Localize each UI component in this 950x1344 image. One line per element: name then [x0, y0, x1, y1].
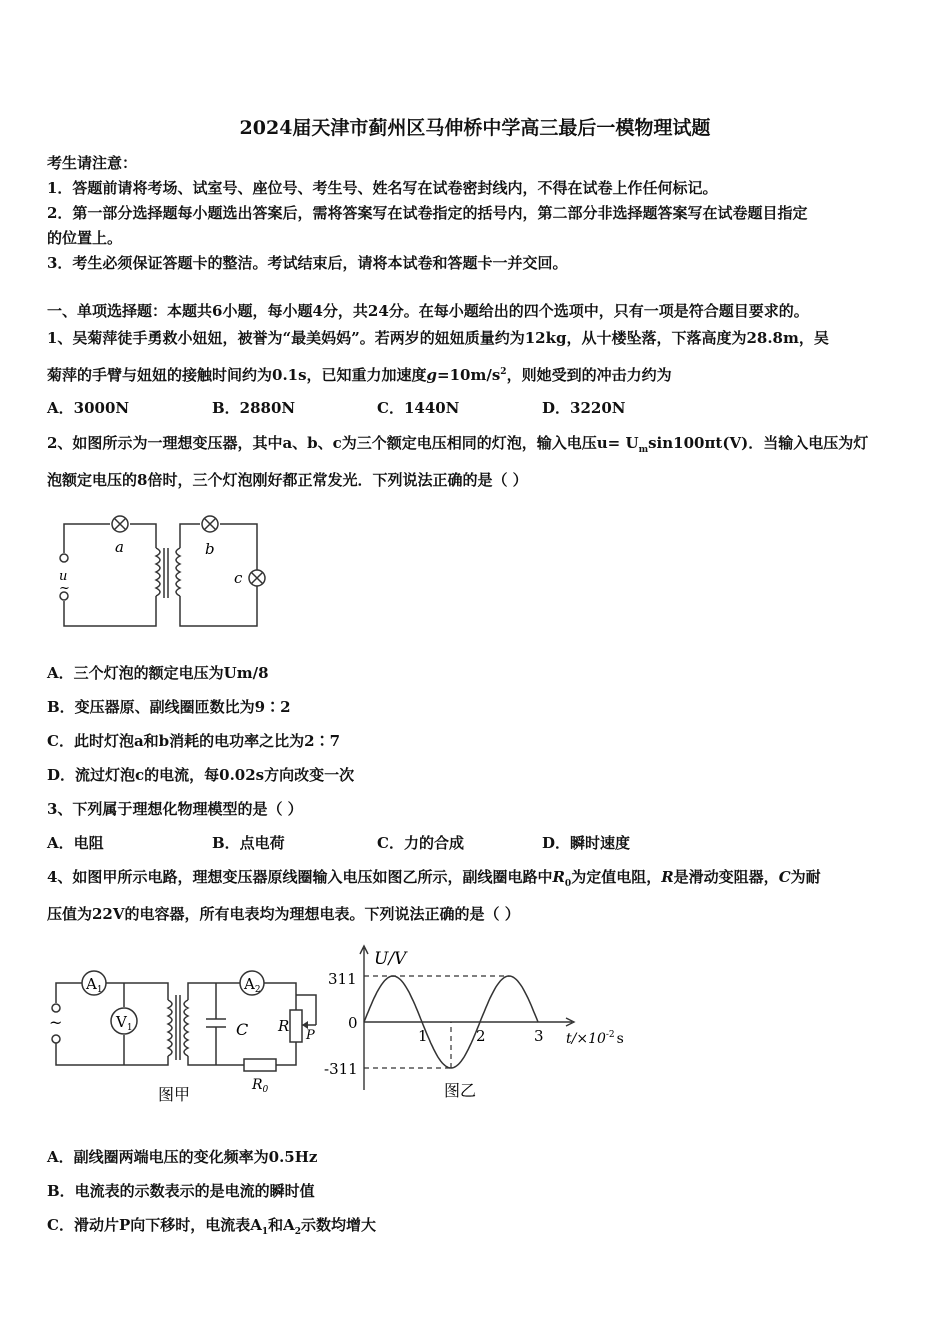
slider-p-label: P — [306, 1028, 315, 1043]
q1-option-c: C．1440N — [377, 399, 460, 417]
fig-label-u: u — [59, 569, 68, 584]
fig-label-c: c — [234, 569, 243, 587]
notice-item-1: 1．答题前请将考场、试室号、座位号、考生号、姓名写在试卷密封线内，不得在试卷上作任何标记。 — [47, 179, 718, 197]
q4-stem-line2: 压值为22V的电容器，所有电表均为理想电表。下列说法正确的是（ ） — [47, 905, 520, 923]
q1-stem-line1: 1、吴菊萍徒手勇救小妞妞，被誉为“最美妈妈”。若两岁的妞妞质量约为12kg，从十楼坠落，下落高度为28.8m，吴 — [47, 329, 829, 347]
fig-label-b: b — [205, 540, 215, 558]
notice-item-3: 3．考生必须保证答题卡的整洁。考试结束后，请将本试卷和答题卡一并交回。 — [47, 254, 568, 272]
q1-stem-line2: 菊萍的手臂与妞妞的接触时间约为0.1s，已知重力加速度$g=10m/s^2$，则她受到的冲击力约为 — [47, 366, 672, 384]
q3-option-b: B．点电荷 — [212, 834, 285, 852]
x-axis-label: $t/\times 10^{-2}$ s — [566, 1030, 624, 1047]
x-tick-2: 2 — [476, 1027, 486, 1045]
q3-stem: 3、下列属于理想化物理模型的是（ ） — [47, 800, 303, 818]
q3-option-d: D．瞬时速度 — [542, 834, 631, 852]
voltmeter-v1-label: $V_1$ — [116, 1013, 133, 1033]
q3-option-a: A．电阻 — [47, 834, 104, 852]
q2-option-b: B．变压器原、副线圈匝数比为9∶2 — [47, 698, 291, 716]
figure-jia-caption: 图甲 — [158, 1085, 191, 1104]
y-tick-min: -311 — [324, 1060, 358, 1078]
ac-source-tilde: ~ — [49, 1013, 63, 1032]
q1-option-a: A．3000N — [47, 399, 130, 417]
circuit-figure-jia — [40, 955, 330, 1110]
section-heading: 一、单项选择题：本题共6小题，每小题4分，共24分。在每小题给出的四个选项中，只有一项是符合题目要求的。 — [47, 302, 809, 320]
q4-option-a: A．副线圈两端电压的变化频率为0.5Hz — [47, 1148, 318, 1166]
resistor-r0-label: $R_0$ — [252, 1077, 269, 1095]
ammeter-a1-label: $A_1$ — [86, 975, 103, 995]
q1-option-d: D．3220N — [542, 399, 626, 417]
q4-option-b: B．电流表的示数表示的是电流的瞬时值 — [47, 1182, 315, 1200]
notice-item-2: 2．第一部分选择题每小题选出答案后，需将答案写在试卷指定的括号内，第二部分非选择题答案写在试卷题目指定 — [47, 204, 808, 222]
q2-stem-line1: 2、如图所示为一理想变压器，其中a、b、c为三个额定电压相同的灯泡，输入电压$u= U_m\sin 100\pi t(V)$．当输入电压为灯 — [47, 434, 869, 455]
q2-option-c: C．此时灯泡a和b消耗的电功率之比为2∶7 — [47, 732, 341, 750]
q4-stem-line1: 4、如图甲所示电路，理想变压器原线圈输入电压如图乙所示，副线圈电路中$R_0$为定值电阻，R是滑动变阻器，C为耐 — [47, 868, 821, 889]
notice-item-2-cont: 的位置上。 — [47, 229, 123, 247]
x-tick-3: 3 — [534, 1027, 544, 1045]
y-tick-zero: 0 — [348, 1014, 358, 1032]
figure-yi-caption: 图乙 — [444, 1081, 477, 1100]
voltage-waveform-chart — [322, 940, 632, 1100]
fig-label-a: a — [115, 538, 124, 556]
q3-option-c: C．力的合成 — [377, 834, 464, 852]
y-axis-label: U/V — [374, 949, 407, 969]
q2-option-a: A．三个灯泡的额定电压为Um/8 — [47, 664, 269, 682]
x-tick-1: 1 — [418, 1027, 428, 1045]
transformer-circuit-figure — [52, 508, 282, 643]
fig-label-tilde: ~ — [59, 581, 70, 596]
q2-option-d: D．流过灯泡c的电流，每0.02s方向改变一次 — [47, 766, 355, 784]
y-tick-max: 311 — [328, 970, 357, 988]
page-title: 2024届天津市蓟州区马伸桥中学高三最后一模物理试题 — [239, 117, 711, 139]
resistor-r-label: R — [278, 1017, 290, 1035]
q4-option-c: C．滑动片P向下移时，电流表$A_1$和$A_2$示数均增大 — [47, 1216, 377, 1237]
notice-heading: 考生请注意： — [47, 154, 138, 172]
capacitor-label: C — [236, 1020, 249, 1039]
q2-stem-line2: 泡额定电压的8倍时，三个灯泡刚好都正常发光．下列说法正确的是（ ） — [47, 471, 528, 489]
ammeter-a2-label: $A_2$ — [244, 975, 261, 995]
q1-option-b: B．2880N — [212, 399, 296, 417]
